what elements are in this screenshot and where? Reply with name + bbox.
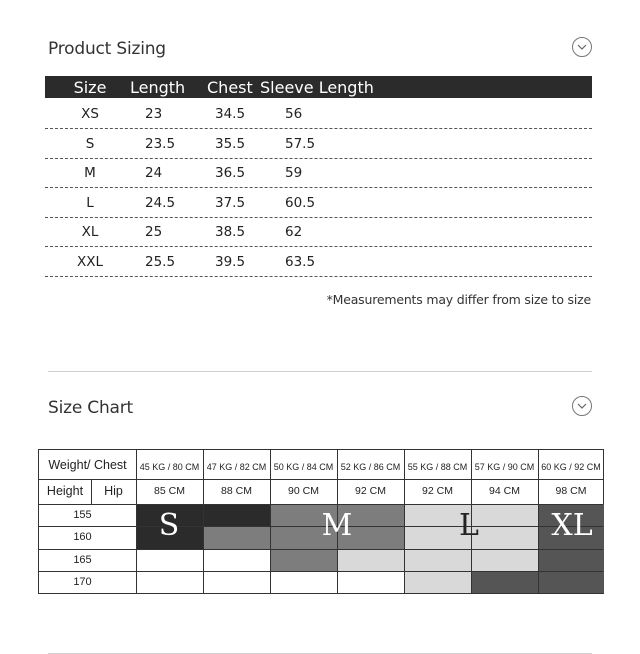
- cell-length: 23.5: [145, 136, 176, 152]
- hip-cell: 90 CM: [288, 485, 319, 497]
- cell-length: 25: [145, 224, 163, 240]
- hip-cell: 92 CM: [355, 485, 386, 497]
- hip-cell: 85 CM: [154, 485, 185, 497]
- weight-chest-cell: 57 KG / 90 CM: [474, 462, 535, 472]
- hip-cell: 92 CM: [422, 485, 453, 497]
- weight-chest-cell: 50 KG / 84 CM: [273, 462, 334, 472]
- size-s-label: S: [158, 508, 180, 543]
- product-sizing-header: [45, 76, 592, 98]
- height-cell: 155: [73, 509, 92, 521]
- table-row: [45, 99, 592, 129]
- cell-sleeve: 60.5: [285, 195, 316, 211]
- size-m-region: [270, 549, 337, 571]
- cell-chest: 35.5: [215, 136, 246, 152]
- header-weight-chest: Weight/ Chest: [48, 458, 127, 472]
- hip-cell: 98 CM: [555, 485, 587, 497]
- header-sleeve-length: Sleeve Length: [260, 78, 374, 97]
- height-cell: 160: [73, 531, 92, 543]
- size-m-region: [203, 526, 270, 549]
- weight-chest-cell: 47 KG / 82 CM: [206, 462, 267, 472]
- size-s-region: [203, 504, 270, 526]
- size-l-region: [404, 571, 471, 593]
- header-height: Height: [46, 484, 84, 498]
- cell-sleeve: 62: [285, 224, 303, 240]
- cell-chest: 38.5: [215, 224, 246, 240]
- cell-size: L: [86, 195, 94, 211]
- cell-length: 24: [145, 165, 163, 181]
- cell-size: XL: [81, 224, 99, 240]
- cell-size: M: [84, 165, 96, 181]
- table-row: [45, 217, 592, 247]
- table-row: [45, 188, 592, 218]
- table-row: [45, 158, 592, 188]
- collapse-product-sizing-chevron-icon[interactable]: [572, 37, 592, 57]
- size-m-label: M: [321, 508, 353, 543]
- cell-size: S: [85, 136, 95, 152]
- cell-chest: 34.5: [215, 106, 246, 122]
- weight-chest-cell: 60 KG / 92 CM: [541, 462, 601, 472]
- cell-chest: 36.5: [215, 165, 246, 181]
- divider: [48, 371, 592, 372]
- cell-size: XS: [81, 106, 99, 122]
- hip-cell: 94 CM: [489, 485, 520, 497]
- weight-chest-cell: 45 KG / 80 CM: [139, 462, 200, 472]
- cell-chest: 37.5: [215, 195, 246, 211]
- weight-chest-cell: 55 KG / 88 CM: [407, 462, 468, 472]
- table-row: [45, 129, 592, 159]
- cell-length: 23: [145, 106, 163, 122]
- cell-size: XXL: [76, 254, 104, 270]
- height-cell: 170: [73, 576, 92, 588]
- header-chest: Chest: [207, 78, 253, 97]
- header-length: Length: [130, 78, 186, 97]
- product-sizing-title: Product Sizing: [48, 39, 166, 59]
- cell-sleeve: 59: [285, 165, 303, 181]
- size-l-region: [337, 549, 404, 571]
- size-l-label: L: [459, 508, 479, 543]
- cell-length: 25.5: [145, 254, 176, 270]
- cell-chest: 39.5: [215, 254, 246, 270]
- size-xl-label: XL: [551, 508, 593, 543]
- cell-length: 24.5: [145, 195, 176, 211]
- cell-sleeve: 56: [285, 106, 303, 122]
- table-row: [45, 247, 592, 277]
- size-xl-region: [471, 571, 538, 593]
- header-size: Size: [73, 78, 107, 97]
- size-chart-title: Size Chart: [48, 398, 134, 418]
- cell-sleeve: 63.5: [285, 254, 316, 270]
- weight-chest-cell: 52 KG / 86 CM: [340, 462, 401, 472]
- measurement-note: *Measurements may differ from size to size: [326, 292, 591, 307]
- collapse-size-chart-chevron-icon[interactable]: [572, 396, 592, 416]
- hip-cell: 88 CM: [221, 485, 252, 497]
- height-cell: 165: [73, 554, 92, 566]
- header-hip: Hip: [104, 484, 123, 498]
- cell-sleeve: 57.5: [285, 136, 316, 152]
- size-chart-grid: [38, 449, 604, 594]
